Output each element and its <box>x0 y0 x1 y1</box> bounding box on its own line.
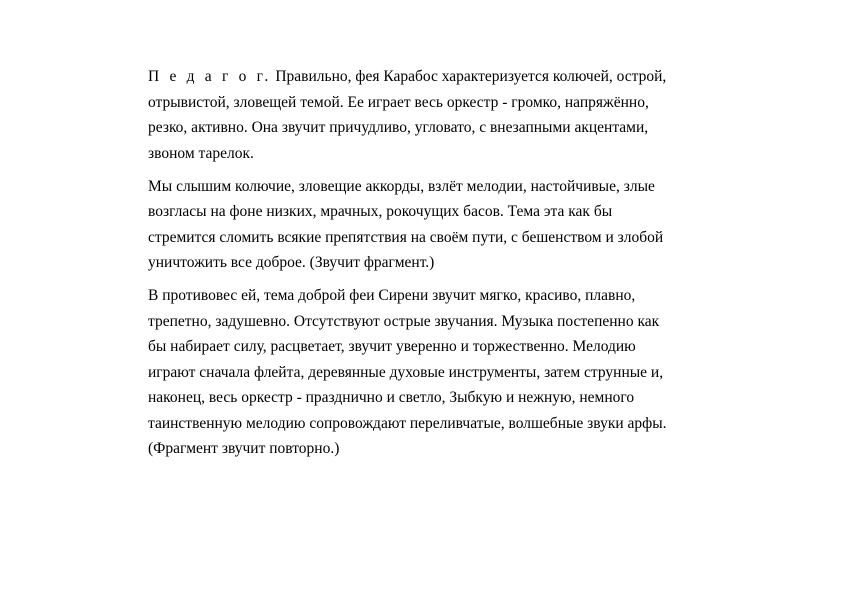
text-line: В противовес ей, тема доброй феи Сирени звучит мягко, красиво, плавно, <box>148 287 636 304</box>
text-line: резко, активно. Она звучит причудливо, угловато, с внезапными акцентами, <box>148 119 649 136</box>
paragraph-karabos-theme <box>148 174 748 276</box>
text-line: играют сначала флейта, деревянные духовые инструменты, затем струнные и, <box>148 363 664 381</box>
text-line: таинственную мелодию сопровождают переливчатые, волшебные звуки арфы. <box>148 414 667 432</box>
text-line: уничтожить все доброе. (Звучит фрагмент.) <box>148 254 435 271</box>
text-line: П е д а г о г. Правильно, фея Карабос характеризуется колючей, острой, <box>148 68 667 85</box>
document-text <box>148 64 748 469</box>
text-line: трепетно, задушевно. Отсутствуют острые звучания. Музыка постепенно как <box>148 312 660 330</box>
speaker-label: П е д а г о г. <box>148 68 272 85</box>
text-line: (Фрагмент звучит повторно.) <box>148 440 340 457</box>
text-line: бы набирает силу, расцветает, звучит уверенно и торжественно. Мелодию <box>148 338 636 355</box>
paragraph-lilac-fairy-theme <box>148 283 748 462</box>
text-line: возгласы на фоне низких, мрачных, рокочущих басов. Тема эта как бы <box>148 203 613 220</box>
text-line: отрывистой, зловещей темой. Ее играет весь оркестр - громко, напряжённо, <box>148 93 649 111</box>
text-line: Мы слышим колючие, зловещие аккорды, взлёт мелодии, настойчивые, злые <box>148 177 655 195</box>
text-line: звоном тарелок. <box>148 144 254 162</box>
text-line: стремится сломить всякие препятствия на своём пути, с бешенством и злобой <box>148 228 664 246</box>
text-line: наконец, весь оркестр - празднично и светло, Зыбкую и нежную, немного <box>148 389 635 406</box>
paragraph-teacher <box>148 64 748 166</box>
